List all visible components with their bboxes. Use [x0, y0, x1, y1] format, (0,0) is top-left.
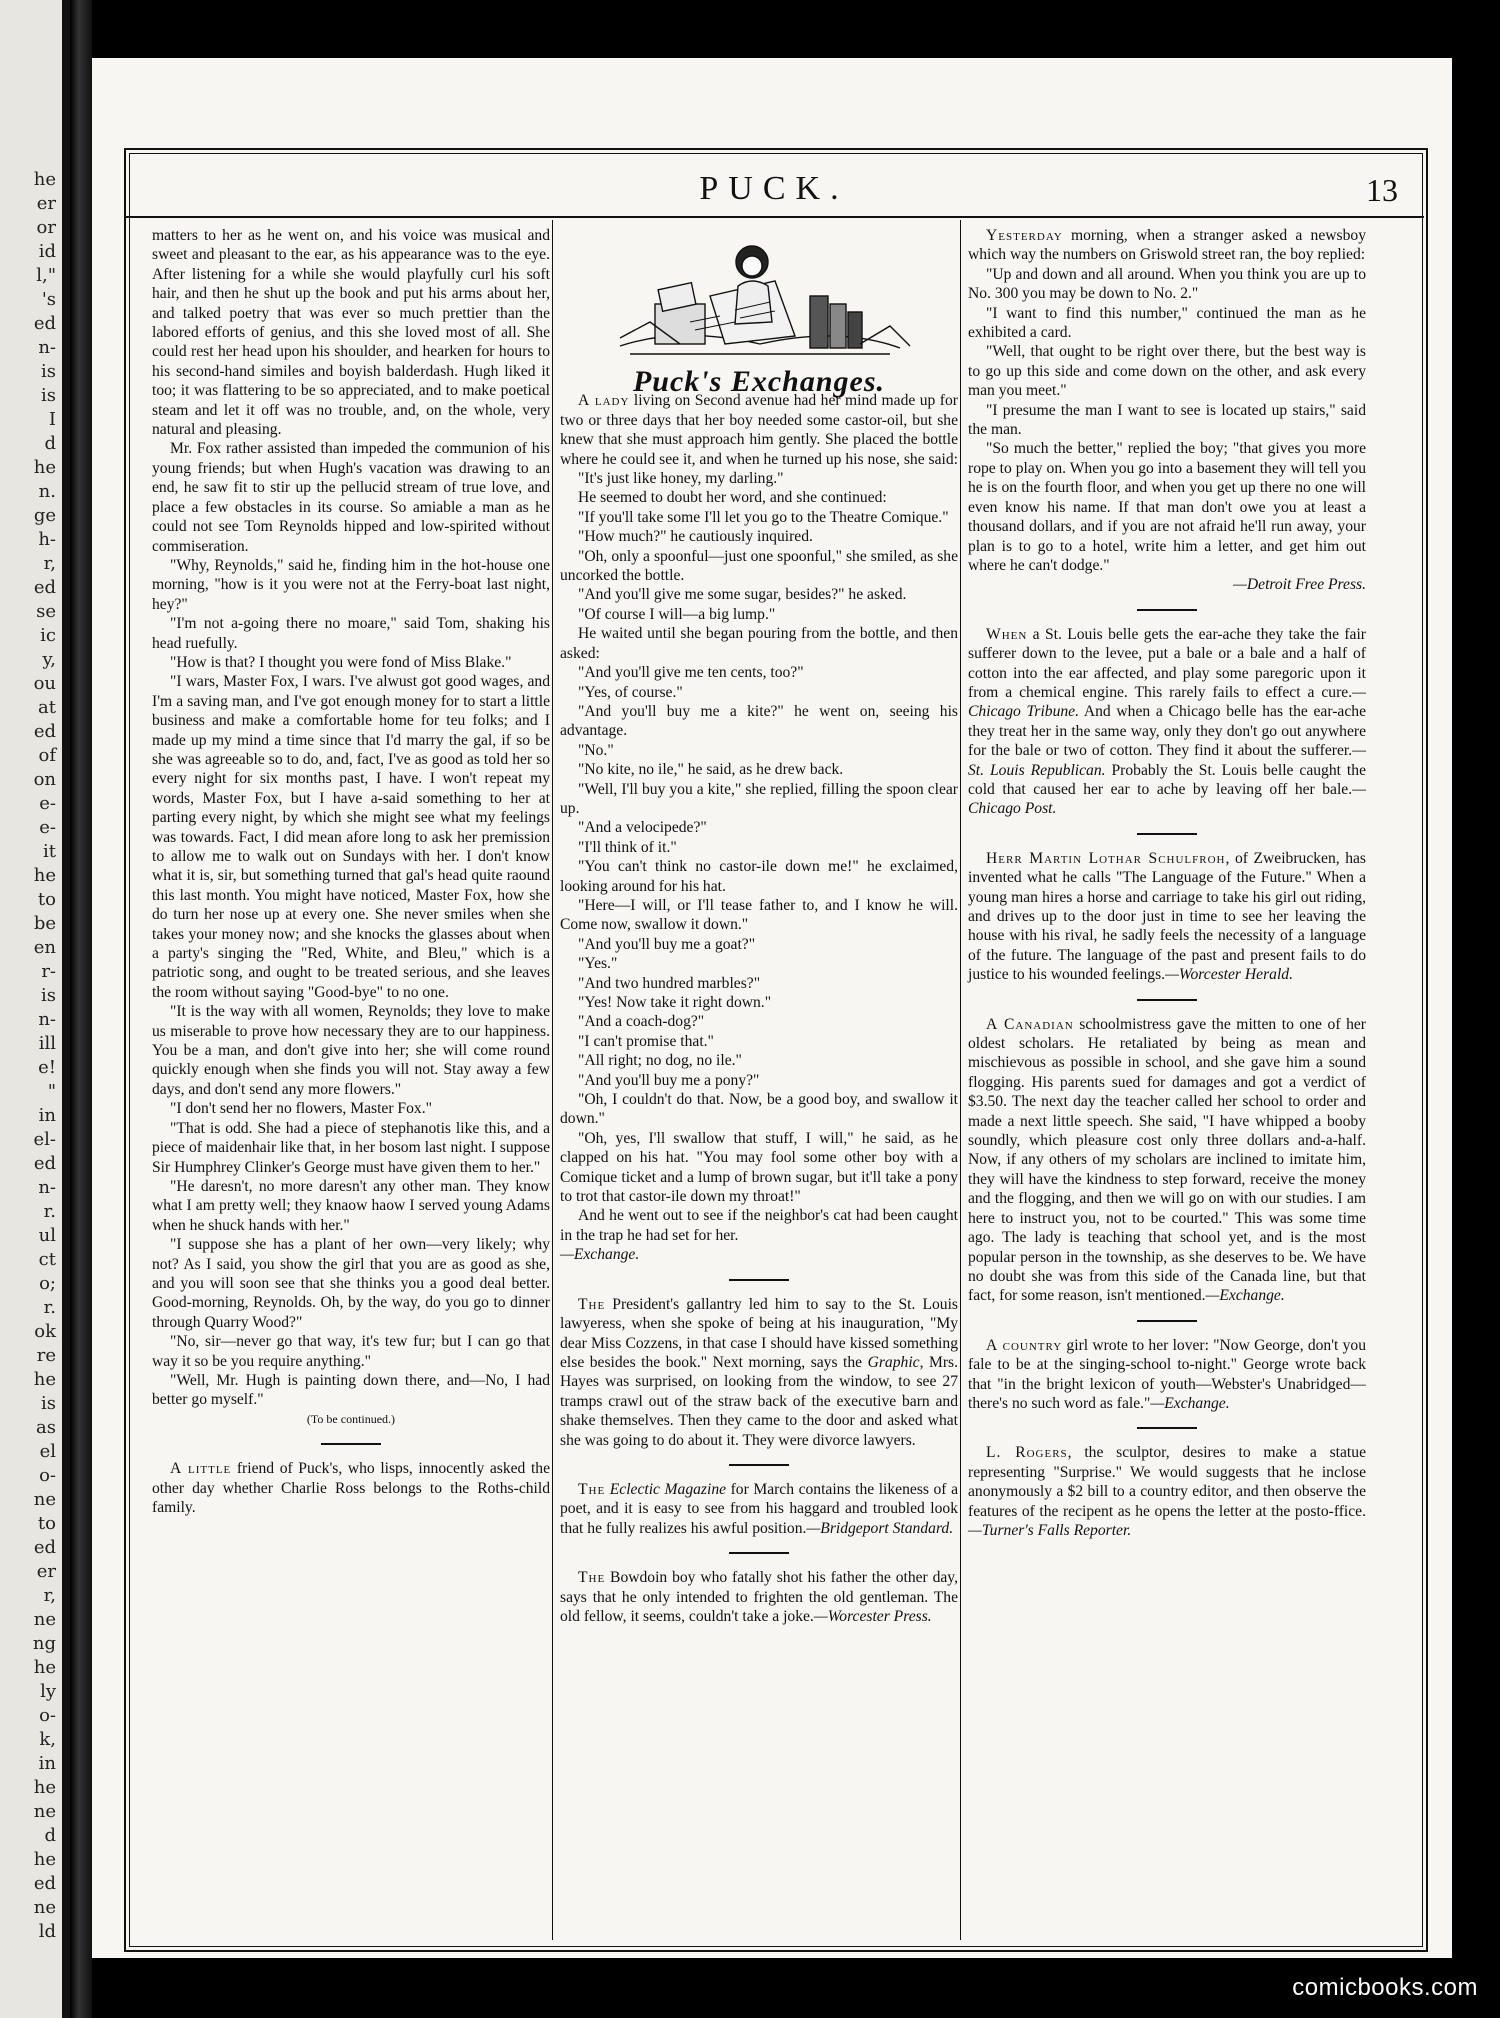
article-country-girl: A country girl wrote to her lover: "Now George, don't you fale to be at the singing-school to-night." George wrote back that "in the bright lexicon of youth—Webster's Unabridged—there's no such word as fale."—Exchange.: [968, 1336, 1366, 1412]
column-divider-1: [552, 220, 553, 1940]
dialogue-line: "Here—I will, or I'll tease father to, and I know he will. Come now, swallow it down.": [560, 896, 958, 934]
dialogue-line: He waited until she began pouring from the bottle, and then asked:: [560, 625, 958, 662]
dialogue-line: "No.": [578, 741, 614, 759]
previous-page-fragment: he: [33, 865, 56, 886]
paragraph: "I'm not a-going there no moare," said Tom, shaking his head ruefully.: [152, 615, 550, 652]
dialogue-line: "And a coach-dog?": [578, 1013, 705, 1031]
article-president: The President's gallantry led him to say to the St. Louis lawyeress, when she spoke of being at his inauguration, "My dear Miss Cozzens, in that case I should have kissed something else besides the book." Next morning, says the Graphic, Mrs. Hayes was surprised, on looking from the window, to see 27 tramps crawl out of the straw back of the executive barn and shake themselves. Then they came to the door and asked what she was going to do about it. They were divorce lawyers.: [560, 1295, 958, 1449]
previous-page-fragment: in: [38, 1105, 56, 1126]
previous-page-fragment: l,": [36, 265, 56, 286]
previous-page-fragment: k,: [39, 1729, 56, 1750]
previous-page-fragment: d: [44, 433, 56, 454]
paragraph: "I wars, Master Fox, I wars. I've alwust got good wages, and I'm a saving man, and I've got enough money for to start a little business and make a comfortable home for teu folks; and I made up my mind a time since that I'd marry the gal, if so be she was agreeable so to do, and, fact, I've as good as told her so every night for six months past, I have. I won't repeat my words, Master Fox, but I have a-said something to her at parting every night, by which she might see what my feelings was towards. Fact, I did mean afore long to ask her premission to allow me to walk out on Sundays with her. I don't know what it is, sir, but something turned that gal's head quite raound this last month. You might have noticed, Master Fox, how she do turn her nose up at every one. She never smiles when she takes your money now; and she knocks the glasses about when a party's singing the "Red, White, and Bleu," which is a patriotic song, and ought to be treated serious, and she leaves the room without saying "Good-bye" to no one.: [152, 673, 550, 1001]
previous-page-fragment: ed: [33, 1873, 56, 1894]
dialogue-line: "And a velocipede?": [578, 819, 707, 837]
previous-page-fragment: el: [39, 1441, 56, 1462]
dialogue-line: "And you'll give me ten cents, too?": [578, 664, 804, 682]
previous-page-fragment: er: [36, 1561, 56, 1582]
previous-page-fragment: r-: [41, 961, 56, 982]
previous-page-fragment: 's: [41, 289, 56, 310]
column-1: [152, 226, 550, 1517]
previous-page-fragment: in: [38, 1753, 56, 1774]
dialogue-line: "And you'll buy me a goat?": [578, 935, 756, 953]
serial-story: [152, 226, 550, 1410]
previous-page-fragment: el-: [33, 1129, 56, 1150]
previous-page-fragment: n-: [38, 1177, 56, 1198]
previous-page-fragment: to: [37, 889, 56, 910]
page-number: 13: [1366, 172, 1398, 208]
previous-page-fragment: ne: [33, 1489, 56, 1510]
dialogue-line: "Well, that ought to be right over there, but the best way is to go up this side and come down on the other, and ask every man you meet.": [968, 343, 1366, 400]
dialogue-line: "Yes.": [578, 955, 618, 973]
dialogue-line: "Yes! Now take it right down.": [578, 994, 772, 1011]
column-2: [560, 226, 958, 1626]
dialogue-line: "So much the better," replied the boy; "that gives you more rope to play on. When you go into a basement they will tell you he is on the fourth floor, and when you get up there no one will even know his name. If that man don't owe you at least a thousand dollars, and if you are not afraid he'll run away, your plan is to go to a hotel, write him a letter, and get him out where he can't dodge.": [968, 440, 1366, 574]
dialogue-line: "Oh, yes, I'll swallow that stuff, I will," he said, as he clapped on his hat. "You may fool some other boy with a Comique ticket and a lump of brown sugar, but it'll take a pony to trot that castor-ile down my throat!": [560, 1129, 958, 1206]
previous-page-fragment: is: [41, 385, 56, 406]
dialogue-line: And he went out to see if the neighbor's cat had been caught in the trap he had set for her.: [560, 1207, 958, 1244]
article-sculptor: L. Rogers, the sculptor, desires to make a statue representing "Surprise." We would suggests that he inclose anonymously a $2 bill to a country editor, and then observe the features of the recipent as he opens the letter at the posto-ffice.—Turner's Falls Reporter.: [968, 1444, 1366, 1539]
previous-page-fragment: r.: [43, 1297, 56, 1318]
previous-page-fragment: n-: [38, 337, 56, 358]
dialogue-line: "If you'll take some I'll let you go to the Theatre Comique.": [578, 508, 949, 526]
previous-page-fragment: ed: [33, 721, 56, 742]
source-detroit: —Detroit Free Press.: [1233, 576, 1366, 594]
previous-page-fragment: ng: [32, 1633, 56, 1654]
separator: [1137, 1427, 1197, 1429]
paragraph: "No, sir—never go that way, it's tew fur; but I can go that way it so be you require anything.": [152, 1333, 550, 1370]
paragraph: "I suppose she has a plant of her own—very likely; why not? As I said, you show the girl that you are as good as she, and you will soon see that she thinks you a good deal better. Good-morning, Reynolds. Oh, by the way, do you go to dinner through Quarry Wood?": [152, 1236, 550, 1331]
previous-page-fragment: of: [38, 745, 56, 766]
previous-page-fragment: it: [43, 841, 56, 862]
newsboy-dialogue: [968, 265, 1366, 576]
castor-oil-dialogue: [560, 469, 958, 1245]
previous-page-fragment: e!: [38, 1057, 56, 1078]
previous-page-fragment: ct: [38, 1249, 56, 1270]
previous-page-fragment: ic: [40, 625, 56, 646]
book-spine: [70, 0, 92, 2018]
dialogue-line: "It's just like honey, my darling.": [578, 470, 784, 488]
article-charlie-ross: A little friend of Puck's, who lisps, innocently asked the other day whether Charlie Ross belongs to the Roths-child family.: [152, 1460, 550, 1516]
previous-page-fragment: or: [36, 217, 56, 238]
dialogue-line: "And two hundred marbles?": [578, 974, 761, 992]
previous-page-fragment: ok: [34, 1321, 56, 1342]
separator: [1137, 609, 1197, 611]
column-divider-2: [960, 220, 961, 1940]
article-ear-ache: When a St. Louis belle gets the ear-ache they take the fair sufferer down to the levee, put a bale or a bale and a half of cotton into the ear affected, and play some paregoric upon it from a chemical engine. This rarely fails to effect a cure.—Chicago Tribune. And when a Chicago belle has the ear-ache they treat her in the same way, only they don't go out anywhere for the bale or two of cotton. They find it about the sufferer.—St. Louis Republican. Probably the St. Louis belle caught the cold that caused her ear to ache by leaving off her bale.—Chicago Post.: [968, 625, 1366, 818]
previous-page-fragment: he: [33, 169, 56, 190]
previous-page-fragment: se: [36, 601, 56, 622]
dialogue-line: "All right; no dog, no ile.": [578, 1052, 742, 1070]
dialogue-line: "Yes, of course.": [578, 683, 683, 701]
article-newsboy: Yesterday morning, when a stranger asked a newsboy which way the numbers on Griswold street ran, the boy replied:: [968, 227, 1366, 264]
column-3: [968, 226, 1366, 1540]
dialogue-line: "Up and down and all around. When you think you are up to No. 300 you may be down to No. 2.": [968, 265, 1366, 303]
page-header: [124, 166, 1424, 216]
article-language-future: Herr Martin Lothar Schulfroh, of Zweibrucken, has invented what he calls "The Language of the Future." When a young man hires a horse and carriage to take his girl out riding, and drives up to the door just in time to see her leaving the house with his rival, he sadly feels the necessity of a language of the future. The language of the past and present fails to do justice to his wounded feelings.—Worcester Herald.: [968, 849, 1366, 984]
previous-page-fragment: ed: [33, 313, 56, 334]
previous-page-fragment: ly: [40, 1681, 56, 1702]
article-bowdoin: The Bowdoin boy who fatally shot his father the other day, says that he only intended to frighten the old gentleman. The old fellow, it seems, couldn't take a joke.—Worcester Press.: [560, 1569, 958, 1625]
dialogue-line: "I want to find this number," continued the man as he exhibited a card.: [968, 304, 1366, 342]
section-heading: Puck's Exchanges.: [632, 365, 886, 398]
previous-page-fragment: ill: [38, 1033, 56, 1054]
dialogue-line: "Of course I will—a big lump.": [578, 605, 776, 623]
paragraph: "How is that? I thought you were fond of Miss Blake.": [170, 653, 512, 671]
article-schoolmistress: A Canadian schoolmistress gave the mitten to one of her oldest scholars. He retaliated by being as mean and mischievous as possible in school, and she gave him a sound flogging. His parents sued for damages and got a verdict of $3.50. The next day the teacher called her school to order and made a next little speech. She said, "I have whipped a booby soundly, which pleasure cost only three dollars and-a-half. Now, if any others of my scholars are inclined to imitate him, they will have the kindness to step forward, receive the money and the flogging, and then we will go on with our studies. I am here to instruct you, not to be courted." This was some time ago. The lady is teaching that school yet, and is the most popular person in the township, as she deserves to be. We have no doubt she was from this side of the Canada line, but that fact, for some reason, isn't mentioned.—Exchange.: [968, 1015, 1366, 1305]
paragraph: Mr. Fox rather assisted than impeded the communion of his young friends; but when Hugh's vacation was drawing to an end, he saw fit to stir up the pellucid stream of true love, and place a few obstacles in its course. So amiable a man as he could not see Tom Reynolds hipped and low-spirited without commiseration.: [152, 440, 550, 555]
paragraph: "Well, Mr. Hugh is painting down there, and—No, I had better go myself.": [152, 1371, 550, 1409]
previous-page-fragment: ge: [33, 505, 56, 526]
magazine-page: [92, 58, 1452, 1958]
dialogue-line: "And you'll buy me a kite?" he went on, seeing his advantage.: [560, 702, 958, 740]
cherub-reading-newspapers-illustration: [560, 226, 958, 366]
dialogue-line: "I can't promise that.": [578, 1032, 714, 1050]
paragraph: "It is the way with all women, Reynolds; they love to make us miserable to prove how necessary they are to our happiness. You be a man, and don't give into her; she will come round quickly enough when she finds you will not. Stay away a few days, and don't send any more flowers.": [152, 1003, 550, 1098]
previous-page-fragment: re: [36, 1345, 56, 1366]
paragraph: "That is odd. She had a piece of stephanotis like this, and a piece of maidenhair like that, in her bosom last night. I suppose Sir Humphrey Clinker's George must have given them to her.": [152, 1119, 550, 1176]
previous-page-fragment: er: [36, 193, 56, 214]
previous-page-fragment: he: [33, 1849, 56, 1870]
paragraph: matters to her as he went on, and his voice was musical and sweet and pleasant to the ear, as his appearance was to the eye. After listening for a while she would playfully curl his soft hair, and then he shut up the book and put his arms about her, and talked poetry that was ever so much prettier than the labored efforts of genius, and this she loved most of all. She could rest her head upon his shoulder, and hearken for hours to his second-hand similes and boyish balderdash. Hugh liked it too; it was flattering to be so appreciated, and to make poetical steam and let it off was no trouble, and, on the whole, very natural and pleasing.: [152, 227, 550, 439]
dialogue-line: "Oh, I couldn't do that. Now, be a good boy, and swallow it down.": [560, 1091, 958, 1128]
previous-page-fragment: e-: [39, 793, 56, 814]
dialogue-line: "I'll think of it.": [578, 838, 677, 856]
previous-page-fragment: ": [47, 1081, 56, 1102]
previous-page-fragment: y,: [42, 649, 56, 670]
previous-page-fragment: to: [37, 1513, 56, 1534]
previous-page-fragment: r,: [43, 553, 56, 574]
previous-page-fragment: ne: [33, 1897, 56, 1918]
separator: [1137, 833, 1197, 835]
dialogue-line: "Well, I'll buy you a kite," she replied, filling the spoon clear up.: [560, 780, 958, 817]
previous-page-fragment: ld: [38, 1921, 56, 1942]
dialogue-line: "How much?" he cautiously inquired.: [578, 528, 813, 546]
paragraph: "He daresn't, no more daresn't any other man. They know what I am pretty well; they knaow haow I served young Adams when he shuck hands with her.": [152, 1177, 550, 1234]
previous-page-fragment: at: [38, 697, 56, 718]
previous-page-fragment: en: [33, 937, 56, 958]
previous-page-fragment: he: [33, 1657, 56, 1678]
previous-page-fragment: I: [48, 409, 56, 430]
separator: [729, 1552, 789, 1554]
header-rule: [124, 216, 1424, 218]
previous-page-fragment: ul: [38, 1225, 56, 1246]
dialogue-line: He seemed to doubt her word, and she continued:: [578, 489, 887, 507]
gutter-shadow: [62, 0, 70, 2018]
previous-page-fragment: ne: [33, 1801, 56, 1822]
previous-page-fragment: ed: [33, 1153, 56, 1174]
previous-page-fragment: e-: [39, 817, 56, 838]
previous-page-fragment: is: [41, 1393, 56, 1414]
previous-page-fragment: on: [33, 769, 56, 790]
dialogue-line: "Oh, only a spoonful—just one spoonful," she smiled, as she uncorked the bottle.: [560, 547, 958, 585]
previous-page-fragment: be: [33, 913, 56, 934]
separator: [1137, 1320, 1197, 1322]
dialogue-line: "And you'll buy me a pony?": [578, 1071, 760, 1089]
dialogue-line: "You can't think no castor-ile down me!" he exclaimed, looking around for his hat.: [560, 858, 958, 895]
source-exchange: —Exchange.: [560, 1246, 640, 1264]
previous-page-edge: [0, 0, 70, 2018]
previous-page-fragment: n-: [38, 1009, 56, 1030]
article-eclectic: The Eclectic Magazine for March contains the likeness of a poet, and it is easy to see from his haggard and troubled look that he fully realizes his awful position.—Bridgeport Standard.: [560, 1480, 958, 1537]
paragraph: "I don't send her no flowers, Master Fox.": [170, 1100, 432, 1118]
previous-page-fragment: o-: [39, 1705, 56, 1726]
previous-page-fragment: as: [36, 1417, 56, 1438]
previous-page-fragment: ed: [33, 1537, 56, 1558]
previous-page-fragment: he: [33, 1369, 56, 1390]
dialogue-line: "I presume the man I want to see is located up stairs," said the man.: [968, 401, 1366, 439]
previous-page-fragment: h-: [38, 529, 56, 550]
watermark: comicbooks.com: [1292, 1974, 1478, 2001]
previous-page-fragment: ne: [33, 1609, 56, 1630]
previous-page-fragment: r.: [43, 1201, 56, 1222]
separator: [729, 1279, 789, 1281]
dialogue-line: "No kite, no ile," he said, as he drew back.: [578, 761, 844, 779]
dialogue-line: "And you'll give me some sugar, besides?" he asked.: [578, 586, 907, 604]
previous-page-fragment: he: [33, 1777, 56, 1798]
article-castor-oil: A lady living on Second avenue had her mind made up for two or three days that her boy needed some castor-oil, but she knew that she must approach him gently. She placed the bottle where he could see it, and when he turned up his nose, she said:: [560, 392, 958, 468]
previous-page-fragment: ed: [33, 577, 56, 598]
separator: [1137, 999, 1197, 1001]
paragraph: "Why, Reynolds," said he, finding him in the hot-house one morning, "how is it you were not at the Ferry-boat last night, hey?": [152, 556, 550, 613]
vignette-icon: [560, 226, 958, 366]
previous-page-fragment: is: [41, 985, 56, 1006]
previous-page-fragment: n.: [38, 481, 56, 502]
masthead-title: PUCK.: [699, 170, 849, 207]
previous-page-fragment: ou: [33, 673, 56, 694]
previous-page-fragment: o-: [39, 1465, 56, 1486]
previous-page-fragment: id: [38, 241, 56, 262]
separator: [321, 1443, 381, 1445]
previous-page-fragment: he: [33, 457, 56, 478]
previous-page-fragment: o;: [39, 1273, 56, 1294]
to-be-continued: (To be continued.): [306, 1411, 396, 1426]
previous-page-fragment: is: [41, 361, 56, 382]
previous-page-fragment: r,: [43, 1585, 56, 1606]
separator: [729, 1464, 789, 1466]
previous-page-fragment: d: [44, 1825, 56, 1846]
